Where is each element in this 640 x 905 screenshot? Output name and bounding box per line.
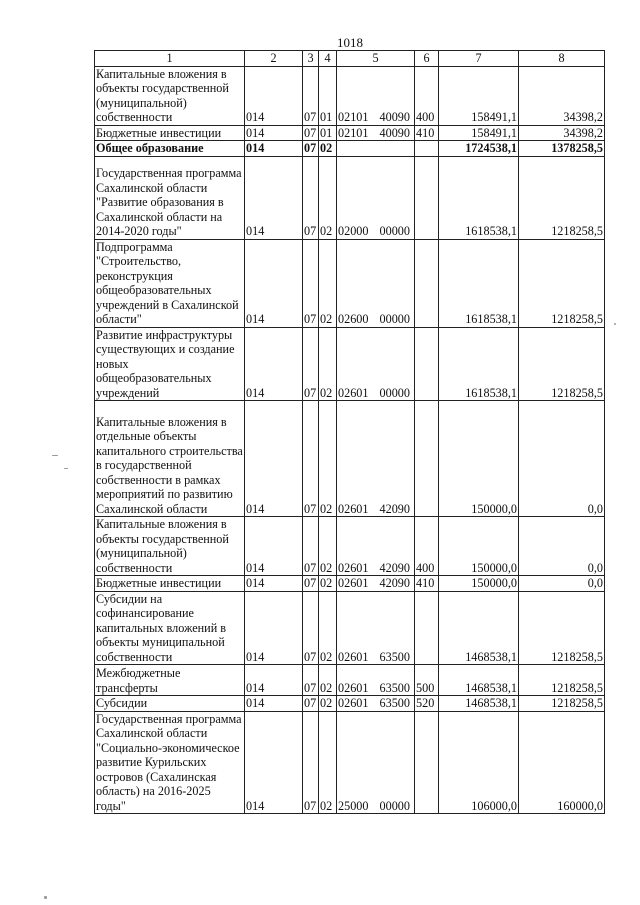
admin-code: 014 [245, 591, 303, 665]
row-name: Капитальные вложения в объекты государственной (муниципальной) собственности [95, 517, 245, 576]
row-name: Капитальные вложения в объекты государственной (муниципальной) собственности [95, 66, 245, 125]
row-name: Бюджетные инвестиции [95, 125, 245, 141]
admin-code: 014 [245, 696, 303, 712]
expense-type-code: 410 [415, 125, 439, 141]
target-article-code: 02101 40090 [337, 125, 415, 141]
section-code: 07 [303, 125, 319, 141]
row-name: Бюджетные инвестиции [95, 576, 245, 592]
header-cell: 7 [439, 51, 519, 67]
table-row [95, 665, 605, 696]
amount-year-1: 150000,0 [439, 576, 519, 592]
section-code: 07 [303, 517, 319, 576]
admin-code: 014 [245, 665, 303, 696]
subsection-code: 02 [319, 401, 337, 517]
amount-year-1: 1618538,1 [439, 239, 519, 327]
table-row [95, 517, 605, 576]
section-code: 07 [303, 576, 319, 592]
expense-type-code: 400 [415, 517, 439, 576]
target-article-code: 02601 00000 [337, 327, 415, 401]
amount-year-1: 1618538,1 [439, 156, 519, 239]
section-code: 07 [303, 327, 319, 401]
budget-table [94, 50, 605, 814]
table-row [95, 696, 605, 712]
amount-year-2: 1218258,5 [519, 696, 605, 712]
table-row [95, 327, 605, 401]
target-article-code: 02000 00000 [337, 156, 415, 239]
row-name: Общее образование [95, 141, 245, 157]
amount-year-2: 1218258,5 [519, 156, 605, 239]
amount-year-2: 1218258,5 [519, 591, 605, 665]
header-cell: 6 [415, 51, 439, 67]
scan-mark [614, 323, 616, 325]
row-name: Субсидии [95, 696, 245, 712]
subsection-code: 02 [319, 517, 337, 576]
expense-type-code [415, 327, 439, 401]
amount-year-1: 150000,0 [439, 517, 519, 576]
row-name: Подпрограмма "Строительство, реконструкция общеобразовательных учреждений в Сахалинской области" [95, 239, 245, 327]
scan-mark [44, 896, 47, 899]
target-article-code: 02101 40090 [337, 66, 415, 125]
expense-type-code: 400 [415, 66, 439, 125]
admin-code: 014 [245, 239, 303, 327]
target-article-code: 02601 63500 [337, 591, 415, 665]
section-code: 07 [303, 141, 319, 157]
target-article-code: 25000 00000 [337, 711, 415, 814]
subsection-code: 02 [319, 141, 337, 157]
row-name: Капитальные вложения в отдельные объекты капитального строительства в государственной собственности в рамках мероприятий по развитию Сахалинской области [95, 401, 245, 517]
table-row [95, 125, 605, 141]
amount-year-1: 1618538,1 [439, 327, 519, 401]
target-article-code: 02601 63500 [337, 665, 415, 696]
table-row [95, 591, 605, 665]
subsection-code: 02 [319, 156, 337, 239]
admin-code: 014 [245, 401, 303, 517]
table-row [95, 239, 605, 327]
amount-year-1: 158491,1 [439, 66, 519, 125]
header-cell: 2 [245, 51, 303, 67]
target-article-code: 02601 42090 [337, 401, 415, 517]
row-name: Государственная программа Сахалинской области "Социально-экономическое развитие Курильских островов (Сахалинская область) на 2016-2025 годы" [95, 711, 245, 814]
amount-year-2: 0,0 [519, 517, 605, 576]
amount-year-1: 1468538,1 [439, 696, 519, 712]
amount-year-1: 1468538,1 [439, 665, 519, 696]
table-row [95, 401, 605, 517]
section-code: 07 [303, 66, 319, 125]
admin-code: 014 [245, 66, 303, 125]
expense-type-code [415, 156, 439, 239]
admin-code: 014 [245, 711, 303, 814]
expense-type-code [415, 141, 439, 157]
expense-type-code [415, 401, 439, 517]
subsection-code: 02 [319, 696, 337, 712]
target-article-code: 02601 42090 [337, 576, 415, 592]
row-name: Развитие инфраструктуры существующих и создание новых общеобразовательных учреждений [95, 327, 245, 401]
target-article-code [337, 141, 415, 157]
amount-year-1: 150000,0 [439, 401, 519, 517]
expense-type-code: 410 [415, 576, 439, 592]
section-code: 07 [303, 665, 319, 696]
amount-year-2: 34398,2 [519, 125, 605, 141]
amount-year-2: 0,0 [519, 576, 605, 592]
subsection-code: 01 [319, 66, 337, 125]
target-article-code: 02600 00000 [337, 239, 415, 327]
table-row [95, 141, 605, 157]
table-row [95, 711, 605, 814]
amount-year-1: 1724538,1 [439, 141, 519, 157]
subsection-code: 02 [319, 711, 337, 814]
amount-year-1: 1468538,1 [439, 591, 519, 665]
amount-year-1: 106000,0 [439, 711, 519, 814]
table-row [95, 66, 605, 125]
subsection-code: 02 [319, 591, 337, 665]
admin-code: 014 [245, 576, 303, 592]
subsection-code: 01 [319, 125, 337, 141]
amount-year-1: 158491,1 [439, 125, 519, 141]
admin-code: 014 [245, 517, 303, 576]
table-row [95, 156, 605, 239]
section-code: 07 [303, 696, 319, 712]
table-row [95, 576, 605, 592]
subsection-code: 02 [319, 665, 337, 696]
section-code: 07 [303, 711, 319, 814]
header-cell: 3 [303, 51, 319, 67]
page-number: 1018 [337, 35, 363, 50]
amount-year-2: 1218258,5 [519, 239, 605, 327]
row-name: Субсидии на софинансирование капитальных вложений в объекты муниципальной собственности [95, 591, 245, 665]
admin-code: 014 [245, 156, 303, 239]
header-cell: 8 [519, 51, 605, 67]
target-article-code: 02601 63500 [337, 696, 415, 712]
admin-code: 014 [245, 125, 303, 141]
admin-code: 014 [245, 141, 303, 157]
expense-type-code: 500 [415, 665, 439, 696]
amount-year-2: 34398,2 [519, 66, 605, 125]
header-cell: 1 [95, 51, 245, 67]
admin-code: 014 [245, 327, 303, 401]
section-code: 07 [303, 401, 319, 517]
target-article-code: 02601 42090 [337, 517, 415, 576]
amount-year-2: 1378258,5 [519, 141, 605, 157]
subsection-code: 02 [319, 576, 337, 592]
row-name: Межбюджетные трансферты [95, 665, 245, 696]
section-code: 07 [303, 239, 319, 327]
expense-type-code [415, 239, 439, 327]
subsection-code: 02 [319, 239, 337, 327]
expense-type-code [415, 711, 439, 814]
table-body [95, 51, 605, 814]
row-name: Государственная программа Сахалинской области "Развитие образования в Сахалинской области на 2014-2020 годы" [95, 156, 245, 239]
subsection-code: 02 [319, 327, 337, 401]
expense-type-code [415, 591, 439, 665]
amount-year-2: 1218258,5 [519, 327, 605, 401]
section-code: 07 [303, 156, 319, 239]
scan-mark [64, 468, 68, 469]
scan-mark [52, 455, 58, 456]
amount-year-2: 0,0 [519, 401, 605, 517]
header-row [95, 51, 605, 67]
expense-type-code: 520 [415, 696, 439, 712]
header-cell: 4 [319, 51, 337, 67]
amount-year-2: 160000,0 [519, 711, 605, 814]
amount-year-2: 1218258,5 [519, 665, 605, 696]
header-cell: 5 [337, 51, 415, 67]
section-code: 07 [303, 591, 319, 665]
